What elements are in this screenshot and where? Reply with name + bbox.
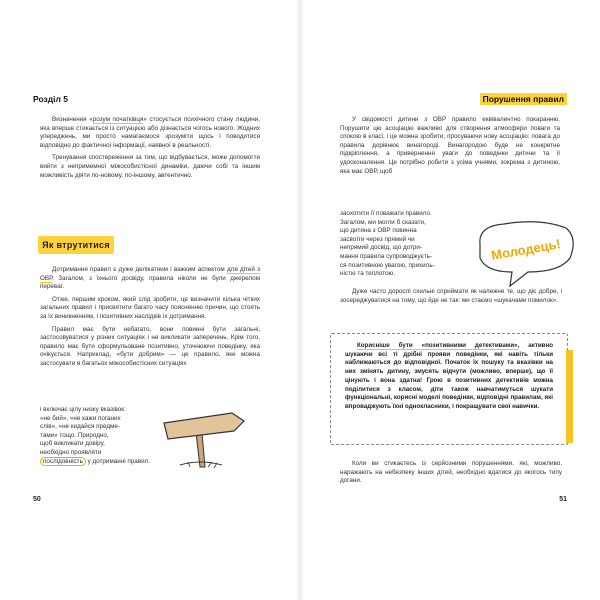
body-paragraph-3: Правил має бути небагато, вони повинні бути загальні, застосовуватися у різних ситуаціях і не викликати заперечень. Крім того, правило має бути сформульоване позитивно, уточнюючи поведінку, яка очікується. Наприклад, «бути добрим» — це правило, яке можна застосувати в багатьох міжособистісних ситуаціях xyxy=(40,325,260,367)
bubble-text: Молодець! xyxy=(490,236,562,263)
chapter-header: Розділ 5 xyxy=(33,94,69,104)
right-paragraph-2: Дуже часто дорослі схильні сприймати як належне те, що діє добре, і зосереджуватися на тому, що йде не так: ми стаємо «шукачами помилок». xyxy=(340,288,562,304)
term-highlight: розум початківця xyxy=(92,116,144,123)
right-page xyxy=(300,0,600,600)
callout-lead: Корисніше бути «позитивними детективами» xyxy=(357,342,518,349)
signpost-illustration xyxy=(150,405,250,480)
narrow-text: заохотити її поважати правило. Загалом, ми могли б сказати, що дитина з ОВР повинна засвоїти через прямий чи непрямий досвід, що дотри- мання правила супроводжуєть- ся позитивною увагою, прихиль- ністю та теплотою. xyxy=(340,210,435,278)
body-paragraph-1: Дотримання правил є дуже делікатним і важким аспектом для дітей з ОВР. Загалом, з їхнього досвіду, правила ніколи не були джерелом переваг. xyxy=(40,266,260,291)
chapter-title-header: Порушення правил xyxy=(480,94,567,104)
body-text xyxy=(40,266,260,373)
phrase-highlight: для дітей з ОВР xyxy=(40,266,260,282)
callout-text: Корисніше бути «позитивними детективами», активно шукаючи всі ті дрібні прояви поведінки, які навіть тільки наближаються до відповідної. Початок їх пошуку та вказівки на них змінять дитину, змусять відчути (можливо, вперше), що її цінують і вона здатна! Грою в позитивних детективів можна поділитися з класом, діти також навчатимуться шукати функціональні, корисні моделі поведінки, відповідні правилам, які впроваджують їхні однокласники, і покращувати свої навички. xyxy=(345,342,554,410)
callout-accent-bar xyxy=(566,350,573,443)
callout-box xyxy=(330,333,568,445)
circled-word: послідовність xyxy=(40,457,86,466)
wrap-text: і включає цілу низку вказівок: «не бий», «не кажи поганих слів», «не кидайся предме- тами» тощо. Природно, щоб викликати довіру, необхідно проявляти послідовність у дотриманні правил. xyxy=(40,406,151,465)
intro-paragraph-2: Тренування спостереження за тим, що відбувається, може допомогти вийти з непримемної міжособистісної динаміки, даючи собі та іншим можливість діяти по-новому, по-іншому, автентично. xyxy=(40,154,260,179)
body-paragraph-2: Отже, першим кроком, який слід зробити, це визначити кілька чітких загальних правил і присвятити багато часу поясненню причин, що стоять за їх виникненням, і позитивних наслідків їх дотримання. xyxy=(40,295,260,320)
section-title: Як втрутитися xyxy=(38,236,114,254)
last-line: послідовність у дотриманні правил. xyxy=(40,458,152,467)
closing-paragraph: Коли ви стикаєтесь із серйозними порушеннями, які, можливо, наражають на небезпеку інших дітей, необхідно вдатися до якогось типу догани. xyxy=(340,460,562,485)
intro-paragraph-1: Визначення «розум початківця» стосується психічного стану людини, яка вперше стикається із ситуацією або дізнається чогось нового. Жодних упереджень, ми просто намагаємося зрозуміти щось і поводитися відповідно до фактичної інформації, наявної в реальності. xyxy=(40,116,260,149)
page-number-right: 51 xyxy=(559,496,567,503)
right-paragraph-1: У свідомості дитини з ОВР правило еквівалентно покаранню. Порушити цю асоціацію важливо для створення атмосфери поваги та спокою в класі, і це можна зробити, просуваючи нову асоціацію: повага до правила дорівнює винагороді. Винагородою буде не конкретне підкріплення, а привернення уваги до поведінки дитини та її удосконалення. Це потрібно робити з усіма учнями, зокрема з дитиною, яка має ОВР, щоб xyxy=(340,116,560,175)
speech-bubble xyxy=(470,214,580,294)
page-number-left: 50 xyxy=(33,496,41,503)
intro-text xyxy=(40,116,260,184)
